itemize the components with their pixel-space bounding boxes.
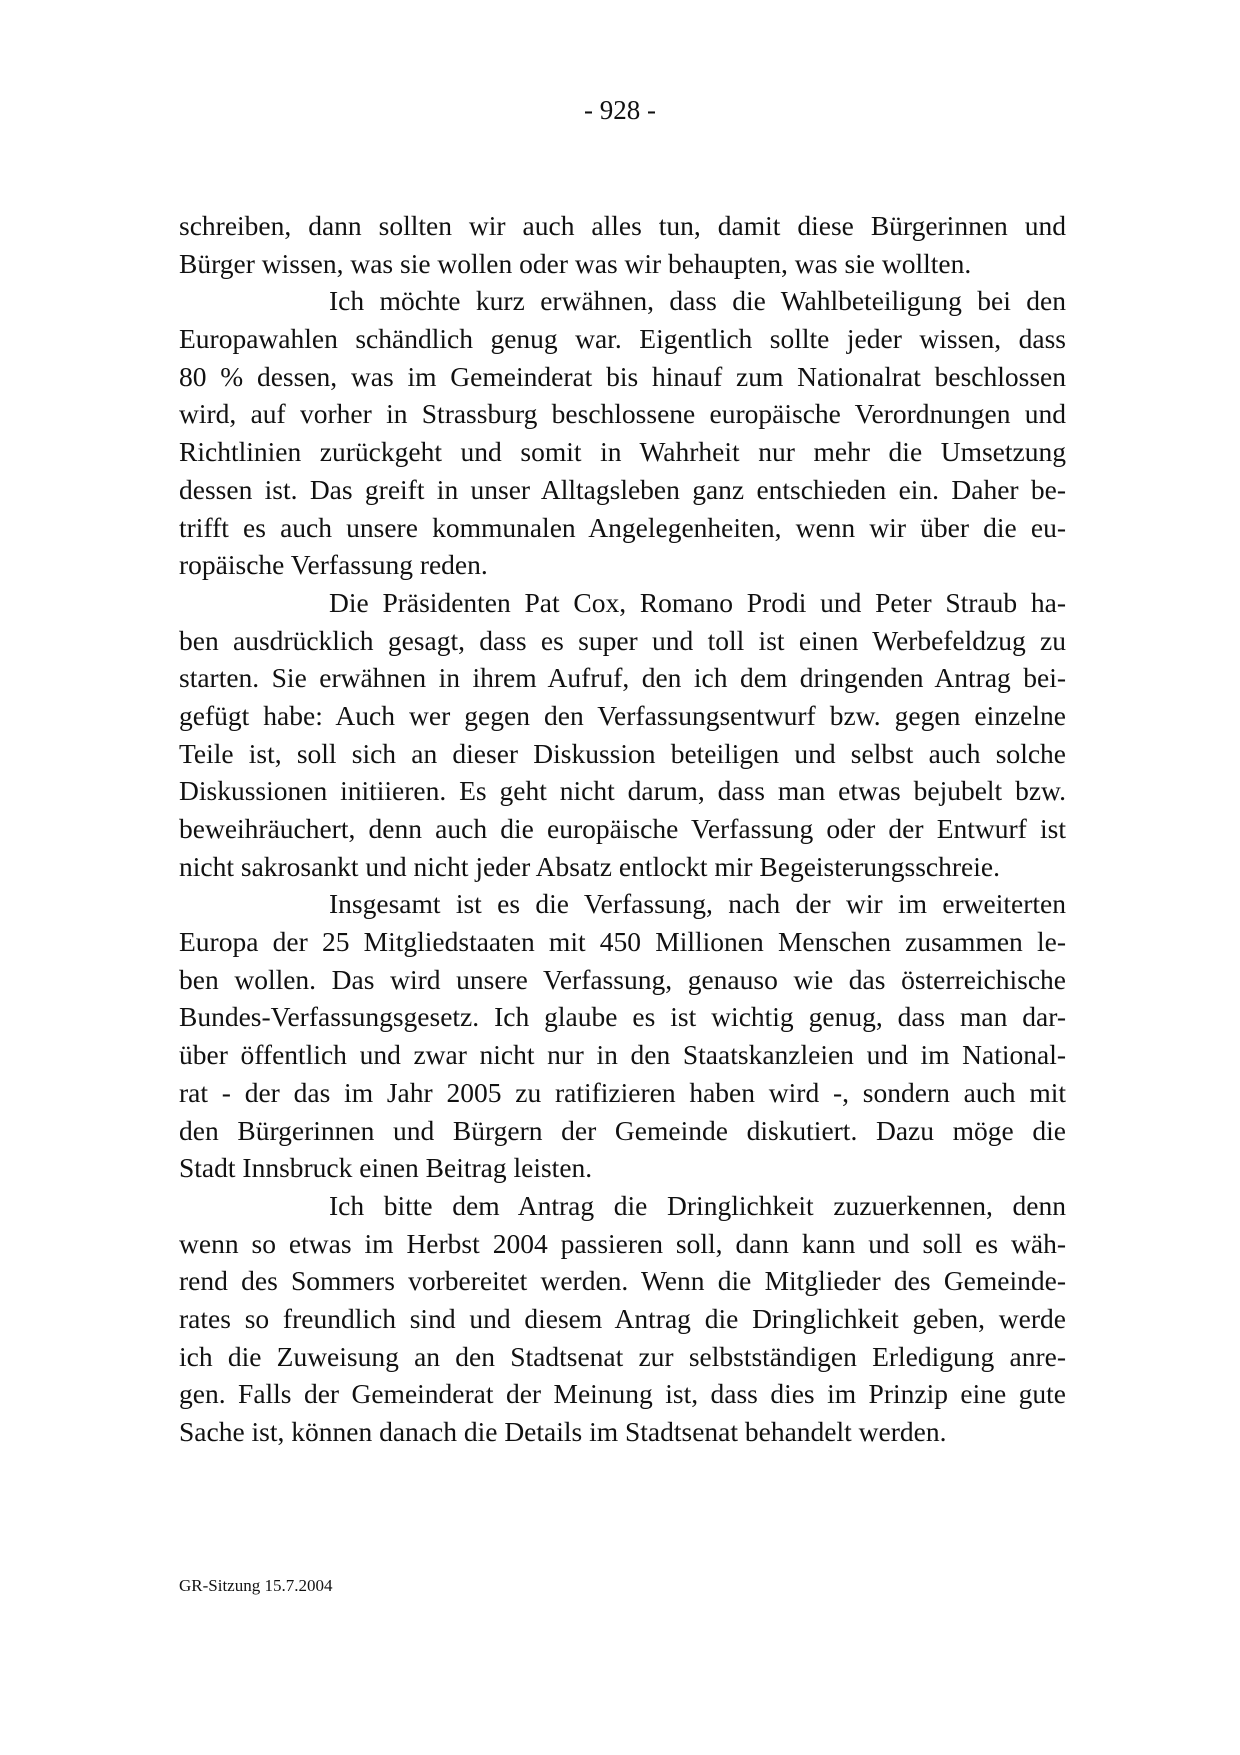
text-line: Bürger wissen, was sie wollen oder was wir behaupten, was sie wollten. xyxy=(179,247,972,279)
text-line: dessen ist. Das greift in unser Alltagsleben ganz entschieden ein. Daher be- xyxy=(179,473,1066,505)
text-line: Europawahlen schändlich genug war. Eigentlich sollte jeder wissen, dass xyxy=(179,323,1066,355)
text-line: Europa der 25 Mitgliedstaaten mit 450 Millionen Menschen zusammen le- xyxy=(179,926,1066,958)
text-line: 80 % dessen, was im Gemeinderat bis hinauf zum Nationalrat beschlossen xyxy=(179,360,1066,392)
text-line: Stadt Innsbruck einen Beitrag leisten. xyxy=(179,1152,593,1184)
text-line: den Bürgerinnen und Bürgern der Gemeinde diskutiert. Dazu möge die xyxy=(179,1114,1066,1146)
paragraph-first-line: Insgesamt ist es die Verfassung, nach der wir im erweiterten xyxy=(329,888,1066,920)
text-line: wenn so etwas im Herbst 2004 passieren soll, dann kann und soll es wäh- xyxy=(179,1227,1066,1259)
text-line: Diskussionen initiieren. Es geht nicht darum, dass man etwas bejubelt bzw. xyxy=(179,775,1066,807)
text-line: ich die Zuweisung an den Stadtsenat zur selbstständigen Erledigung anre- xyxy=(179,1340,1066,1372)
text-line: rates so freundlich sind und diesem Antrag die Dringlichkeit geben, werde xyxy=(179,1302,1066,1334)
text-line: rat - der das im Jahr 2005 zu ratifizieren haben wird -, sondern auch mit xyxy=(179,1076,1066,1108)
text-line: trifft es auch unsere kommunalen Angelegenheiten, wenn wir über die eu- xyxy=(179,511,1066,543)
text-line: beweihräuchert, denn auch die europäische Verfassung oder der Entwurf ist xyxy=(179,813,1066,844)
text-line: schreiben, dann sollten wir auch alles tun, damit diese Bürgerinnen und xyxy=(179,210,1066,241)
text-line: rend des Sommers vorbereitet werden. Wenn die Mitglieder des Gemeinde- xyxy=(179,1265,1066,1297)
text-line: gen. Falls der Gemeinderat der Meinung ist, dass dies im Prinzip eine gute xyxy=(179,1378,1066,1410)
paragraph-first-line: Die Präsidenten Pat Cox, Romano Prodi und Peter Straub ha- xyxy=(329,586,1066,618)
text-line: wird, auf vorher in Strassburg beschlossene europäische Verordnungen und xyxy=(179,398,1066,430)
text-line: Bundes-Verfassungsgesetz. Ich glaube es ist wichtig genug, dass man dar- xyxy=(179,1001,1066,1033)
text-line: ben ausdrücklich gesagt, dass es super und toll ist einen Werbefeldzug zu xyxy=(179,624,1066,656)
paragraph-first-line: Ich bitte dem Antrag die Dringlichkeit zuzuerkennen, denn xyxy=(329,1189,1066,1221)
paragraph-first-line: Ich möchte kurz erwähnen, dass die Wahlbeteiligung bei den xyxy=(329,285,1066,317)
text-line: ben wollen. Das wird unsere Verfassung, genauso wie das österreichische xyxy=(179,963,1066,995)
footer-session-date: GR-Sitzung 15.7.2004 xyxy=(179,1576,333,1595)
text-line: ropäische Verfassung reden. xyxy=(179,549,488,581)
text-line: Richtlinien zurückgeht und somit in Wahrheit nur mehr die Umsetzung xyxy=(179,436,1066,468)
text-line: nicht sakrosankt und nicht jeder Absatz entlockt mir Begeisterungsschreie. xyxy=(179,850,1000,882)
text-line: gefügt habe: Auch wer gegen den Verfassungsentwurf bzw. gegen einzelne xyxy=(179,699,1066,731)
text-line: über öffentlich und zwar nicht nur in den Staatskanzleien und im National- xyxy=(179,1039,1066,1071)
text-line: Sache ist, können danach die Details im Stadtsenat behandelt werden. xyxy=(179,1416,947,1447)
text-line: starten. Sie erwähnen in ihrem Aufruf, den ich dem dringenden Antrag bei- xyxy=(179,662,1066,694)
body-text xyxy=(179,207,1066,1451)
text-line: Teile ist, soll sich an dieser Diskussion beteiligen und selbst auch solche xyxy=(179,737,1066,769)
page-number: - 928 - xyxy=(584,95,656,125)
